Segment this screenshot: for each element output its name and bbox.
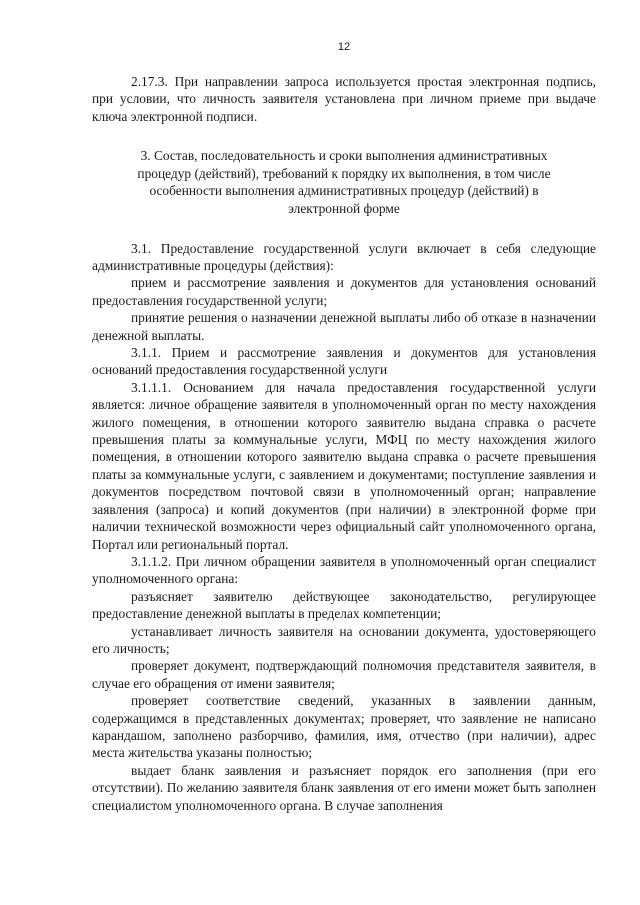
paragraph: 3.1.1.1. Основанием для начала предоставления государственной услуги является: личное обращение заявителя в уполномоченный орган по месту нахождения жилого помещения, в отношении которого заявителю выдана справка о расчете превышения платы за коммунальные услуги, МФЦ по месту нахождения жилого помещения, в отношении которого заявителю выдана справка о расчете превышения платы за коммунальные услуги, с заявлением и документами; поступление заявления и документов посредством почтовой связи в уполномоченный орган; направление заявления (запроса) и копий документов (при наличии) в электронной форме при наличии технической возможности через официальный сайт уполномоченного органа, Портал или региональный портал. [92,379,596,552]
section-heading-line: особенности выполнения административных процедур (действий) в [149,183,539,199]
paragraph: 3.1.1.2. При личном обращении заявителя в уполномоченный орган специалист уполномоченного органа: [92,553,596,587]
section-heading-line: процедур (действий), требований к порядку их выполнения, в том числе [137,165,551,181]
intro-paragraph: 2.17.3. При направлении запроса используется простая электронная подпись, при условии, что личность заявителя установлена при личном приеме при выдаче ключа электронной подписи. [92,74,596,124]
section-heading-line: 3. Состав, последовательность и сроки выполнения административных [140,148,548,164]
paragraph: выдает бланк заявления и разъясняет порядок его заполнения (при его отсутствии). По желанию заявителя бланк заявления от его имени может быть заполнен специалистом уполномоченного органа. В случае заполнения [92,762,596,813]
paragraph: проверяет соответствие сведений, указанных в заявлении данным, содержащимся в представленных документах; проверяет, что заявление не написано карандашом, заполнено разборчиво, фамилия, имя, отчество (при наличии), адрес места жительства указаны полностью; [92,693,596,761]
paragraph: устанавливает личность заявителя на основании документа, удостоверяющего его личность; [92,623,596,656]
paragraph: прием и рассмотрение заявления и документов для установления оснований предоставления государственной услуги; [92,275,596,308]
paragraph: 3.1. Предоставление государственной услуги включает в себя следующие административные процедуры (действия): [92,240,596,273]
paragraph: 3.1.1. Прием и рассмотрение заявления и документов для установления оснований предоставления государственной услуги [92,345,596,378]
paragraph: разъясняет заявителю действующее законодательство, регулирующее предоставление денежной выплаты в пределах компетенции; [92,588,596,622]
paragraph: проверяет документ, подтверждающий полномочия представителя заявителя, в случае его обращения от имени заявителя; [92,658,596,691]
section-heading [92,147,596,217]
body-text [92,240,596,814]
page-number: 12 [337,41,351,53]
section-heading-line: электронной форме [288,201,400,216]
paragraph: принятие решения о назначении денежной выплаты либо об отказе в назначении денежной выплаты. [92,310,596,343]
